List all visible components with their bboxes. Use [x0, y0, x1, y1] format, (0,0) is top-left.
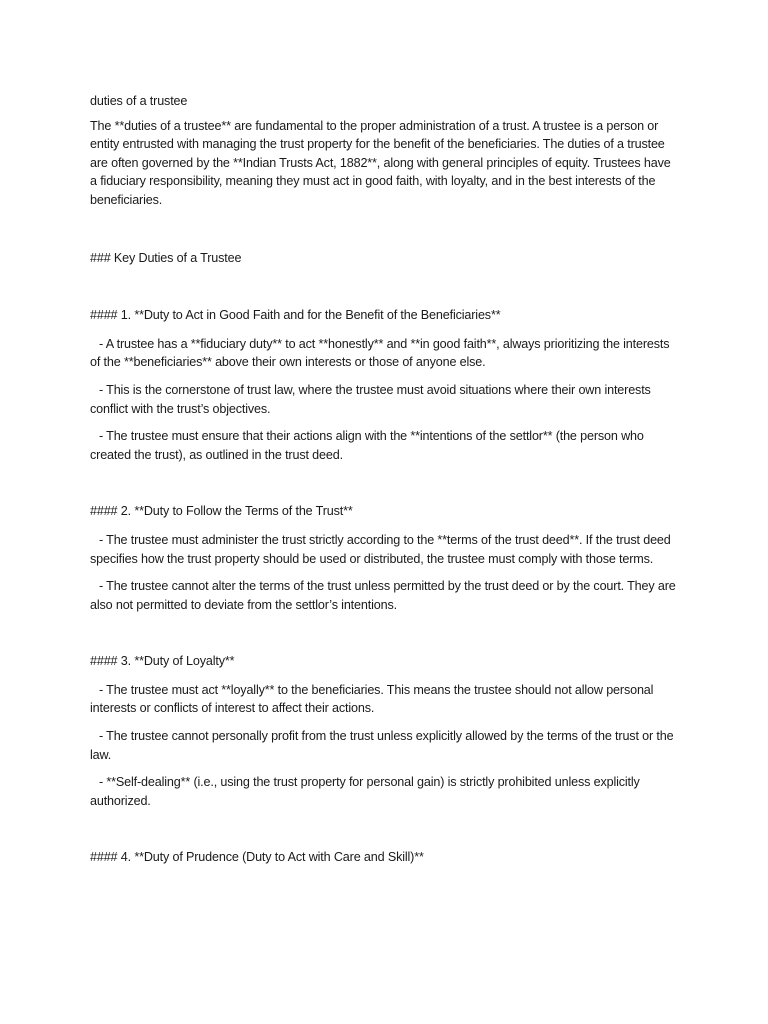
- bullet-item: - A trustee has a **fiduciary duty** to act **honestly** and **in good faith**, always prioritizing the interests of the **beneficiaries** above their own interests or those of anyone else.: [90, 336, 670, 370]
- document-body: [90, 92, 676, 877]
- section-heading: #### 2. **Duty to Follow the Terms of the Trust**: [90, 504, 353, 519]
- bullet-item: - This is the cornerstone of trust law, where the trustee must avoid situations where their own interests conflict with the trust’s objectives.: [90, 382, 651, 416]
- key-duties-heading: ### Key Duties of a Trustee: [90, 250, 242, 265]
- document-title: duties of a trustee: [90, 94, 188, 108]
- bullet-item: - The trustee must administer the trust strictly according to the **terms of the trust deed**. If the trust deed specifies how the trust property should be used or distributed, the trustee must comply with those terms.: [90, 532, 671, 566]
- intro-paragraph: The **duties of a trustee** are fundamental to the proper administration of a trust. A trustee is a person or entity entrusted with managing the trust property for the benefit of the beneficiaries. The duties of a trustee are often governed by the **Indian Trusts Act, 1882**, along with general principles of equity. Trustees have a fiduciary responsibility, meaning they must act in good faith, with loyalty, and in the best interests of the beneficiaries.: [90, 118, 671, 207]
- section-heading: #### 4. **Duty of Prudence (Duty to Act with Care and Skill)**: [90, 850, 424, 865]
- section-heading: #### 3. **Duty of Loyalty**: [90, 654, 235, 669]
- bullet-item: - The trustee cannot alter the terms of the trust unless permitted by the trust deed or by the court. They are also not permitted to deviate from the settlor’s intentions.: [90, 579, 676, 612]
- bullet-item: - The trustee cannot personally profit from the trust unless explicitly allowed by the terms of the trust or the law.: [90, 729, 674, 762]
- section-heading: #### 1. **Duty to Act in Good Faith and for the Benefit of the Beneficiaries**: [90, 308, 501, 323]
- bullet-item: - **Self-dealing** (i.e., using the trust property for personal gain) is strictly prohibited unless explicitly authorized.: [90, 775, 640, 808]
- bullet-item: - The trustee must act **loyally** to the beneficiaries. This means the trustee should not allow personal interests or conflicts of interest to affect their actions.: [90, 682, 654, 716]
- bullet-item: - The trustee must ensure that their actions align with the **intentions of the settlor** (the person who created the trust), as outlined in the trust deed.: [90, 429, 644, 462]
